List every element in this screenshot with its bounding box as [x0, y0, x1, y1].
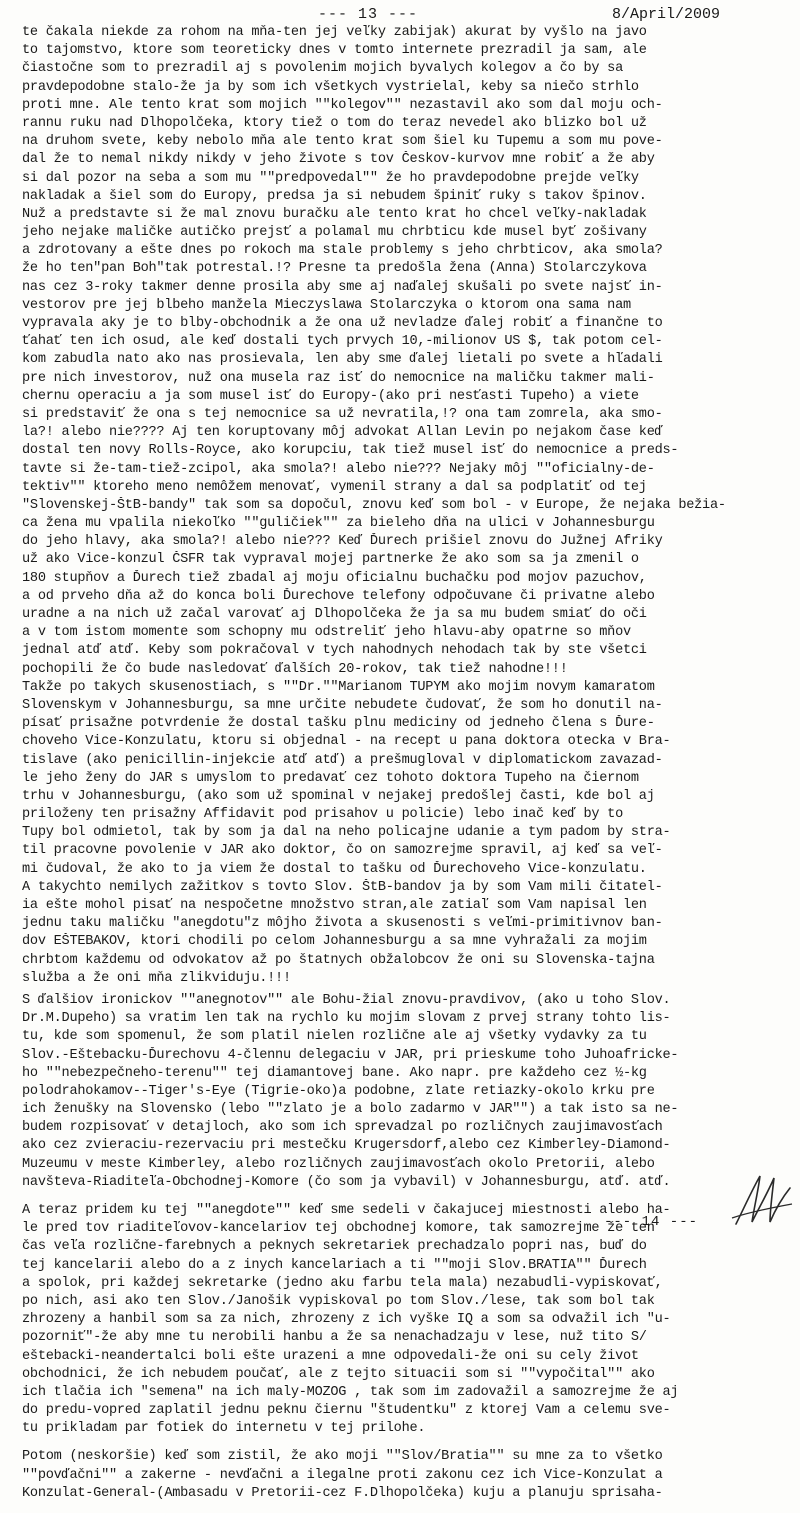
text-line: do jeho hlavy, aka smola?! alebo nie??? Keď Ďurech prišiel znovu do Južnej Afriky [22, 534, 663, 550]
text-line: jednal atď atď. Keby som pokračoval v tych nahodnych nehodach tak by ste všetci [22, 643, 647, 659]
text-line: a v tom istom momente som schopny mu odstreliť jeho hlavu-aby opatrne so mňov [22, 625, 631, 641]
paragraph [22, 24, 792, 988]
text-line: budem rozpisovať v detajloch, ako som ich sprevadzal po rozličnych zaujimavosťach [22, 1120, 663, 1136]
text-line: tej kancelarii alebo do a z inych kancelariach a ti ""moji Slov.BRATIA"" Ďurech [22, 1257, 647, 1273]
text-line: ho ""nebezpečneho-terenu"" tej diamantovej bane. Ako napr. pre každeho cez ½-kg [22, 1065, 647, 1081]
text-line: tislave (ako penicillin-injekcie atď atď) a prešmugloval v diplomatickom zavazad- [22, 752, 663, 768]
text-line: rannu ruku nad Dlhopolčeka, ktory tiež o tom do teraz nevedel ako blizko bol už [22, 115, 647, 131]
text-line: vypravala aky je to blby-obchodnik a že ona už nevladze ďalej robiť a finančne to [22, 316, 663, 331]
text-line: Takže po takych skusenostiach, s ""Dr.""Marianom TUPYM ako mojim novym kamaratom [22, 679, 655, 695]
text-line: tektiv"" ktoreho meno nemôžem menovať, vymenil strany a dal sa podplatiť od tej [22, 479, 647, 495]
paragraph [22, 992, 792, 1192]
text-line: to tajomstvo, ktore som teoreticky dnes v tomto internete prezradil ja sam, ale [22, 43, 647, 59]
text-line: čiastočne som to prezradil aj s povolenim mojich byvalych kolegov a čo by sa [22, 61, 623, 77]
page-number-top: --- 13 --- [318, 6, 419, 23]
text-line: "Slovenskej-ŠtB-bandy" tak som sa dopočul, znovu keď som bol - v Europe, že nejaka bežia- [22, 497, 726, 513]
text-line: tu, kde som spomenul, že som platil nielen rozlične ale aj všetky vydavky za tu [22, 1029, 647, 1045]
text-line: ca žena mu vpalila niekoľko ""guličiek"" za bieleho dňa na ulici v Johannesburgu [22, 516, 655, 532]
text-line: Muzeumu v meste Kimberley, alebo rozličnych zaujimavosťach okolo Pretorii, alebo [22, 1156, 655, 1172]
text-line: trhu v Johannesburgu, (ako som už spominal v nejakej predošlej časti, kde bol aj [22, 788, 655, 804]
handwritten-signature [730, 1168, 794, 1228]
document-date: 8/April/2009 [612, 6, 721, 23]
text-line: til pracovne povolenie v JAR ako doktor, čo on samozrejme spravil, aj keď sa veľ- [22, 843, 663, 859]
text-line: Nuž a predstavte si že mal znovu buračku ale tento krat ho chcel veľky-nakladak [22, 206, 647, 222]
text-line: Slov.-Eštebacku-Ďurechovu 4-člennu delegaciu v JAR, pri prieskume toho Juhoafricke- [22, 1047, 679, 1063]
text-line: a od prveho dňa až do konca boli Ďurechove telefony odpočuvane či privatne alebo [22, 588, 655, 604]
text-line: chrbtom každemu od odvokatov až po štatnych obžalobcov že oni su Slovenska-tajna [22, 952, 655, 968]
text-line: dov EŠTEBAKOV, ktori chodili po celom Johannesburgu a sa mne vyhražali za mojim [22, 934, 647, 950]
text-line: písať prisažne potvrdenie že dostal tašku plnu mediciny od jedneho člena s Ďure- [22, 716, 655, 732]
text-line: na druhom svete, keby nebolo mňa ale tento krat som šiel ku Tupemu a som mu pove- [22, 134, 663, 150]
text-line: ťahať ten ich osud, ale keď dostali tych prvych 10,-milionov US $, tak potom cel- [22, 334, 663, 350]
text-line: ako cez zvieraciu-rezervaciu pri mestečku Krugersdorf,alebo cez Kimberley-Diamond- [22, 1138, 671, 1154]
text-line: jeho nejake maličke autičko prejsť a polamal mu chrbticu kde musel byť zošivany [22, 225, 647, 241]
text-line: choveho Vice-Konzulatu, ktoru si objednal - na recept u pana doktora otecka v Bra- [22, 734, 671, 750]
text-line: že ho ten"pan Boh"tak potrestal.!? Presne ta predošla žena (Anna) Stolarczykova [22, 261, 647, 277]
text-line: ia ešte mohol pisať na nespočetne množstvo stran,ale zatiaľ som Vam napisal len [22, 898, 647, 913]
text-line: po nich, asi ako ten Slov./Janošik vypiskoval po tom Slov./lese, tak som bol tak [22, 1293, 655, 1309]
text-line: le jeho ženy do JAR s umyslom to predavať cez tohoto doktora Tupeho na čiernom [22, 770, 639, 786]
text-line: zhrozeny a hanbil som sa za nich, zhrozeny z ich vyške IQ a som sa odvažil ich "u- [22, 1312, 671, 1328]
text-line: A teraz pridem ku tej ""anegdote"" keď sme sedeli v čakajucej miestnosti alebo ha- [22, 1203, 671, 1218]
text-line: ich ženušky na Slovensko (lebo ""zlato je a bolo zadarmo v JAR"") a tak isto sa ne- [22, 1102, 679, 1118]
text-line: čas veľa rozlične-farebnych a peknych sekretariek prechadzalo popri nas, buď do [22, 1239, 647, 1255]
paragraph [22, 1448, 792, 1503]
text-line: 180 stupňov a Ďurech tiež zbadal aj moju oficialnu buchačku pod mojov pazuchov, [22, 570, 647, 586]
text-line: le pred tov riaditeľovov-kancelariov tej obchodnej komore, tak samozrejme že ten [22, 1221, 655, 1237]
text-line: polodrahokamov--Tiger's-Eye (Tigrie-oko)a podobne, zlate retiazky-okolo krku pre [22, 1083, 655, 1099]
page-header [0, 4, 800, 26]
text-line: nakladak a šiel som do Europy, predsa ja si nebudem špiniť ruky s takov špinov. [22, 188, 647, 204]
text-line: jednu taku maličku "anegdotu"z môjho života a skusenosti s veľmi-primitivnov ban- [22, 916, 663, 932]
text-line: si predstaviť že ona s tej nemocnice sa už nevratila,!? ona tam zomrela, aka smo- [22, 406, 663, 422]
text-line: kom zabudla nato ako nas prosievala, len aby sme ďalej lietali po svete a hľadali [22, 352, 663, 368]
text-line: proti mne. Ale tento krat som mojich ""kolegov"" nezastavil ako som dal moju och- [22, 97, 663, 113]
text-line: chernu operaciu a ja som musel isť do Europy-(ako pri nesťasti Tupeho) a viete [22, 388, 639, 404]
text-line: Konzulat-General-(Ambasadu v Pretorii-cez F.Dlhopolčeka) kuju a planuju sprisaha- [22, 1485, 663, 1501]
body-text [22, 24, 792, 1513]
text-line: mi čudoval, že ako to ja viem že dostal to tašku od Ďurechoveho Vice-konzulatu. [22, 861, 647, 877]
text-line: pozorniť"-že aby mne tu nerobili hanbu a že sa nenachadzaju v lese, nuž tito S/ [22, 1330, 647, 1346]
text-line: Slovenskym v Johannesburgu, sa mne určite nebudete čudovať, že som ho donutil na- [22, 697, 663, 713]
text-line: uradne a na nich už začal varovať aj Dlhopolčeka že ja sa mu budem smiať do oči [22, 607, 647, 622]
text-line: do predu-vopred zaplatil jednu peknu čiernu "študentku" z ktorej Vam a celemu sve- [22, 1403, 671, 1419]
text-line: vestorov pre jej blbeho manžela Mieczyslawa Stolarczyka o ktorom ona sama nam [22, 297, 631, 313]
text-line: pre nich investorov, nuž ona musela raz isť do nemocnice na maličku takmer mali- [22, 370, 655, 386]
text-line: la?! alebo nie???? Aj ten koruptovany môj advokat Allan Levin po nejakom čase keď [22, 425, 663, 441]
text-line: služba a že oni mňa zlikviduju.!!! [22, 970, 291, 986]
text-line: dostal ten novy Rolls-Royce, ako korupciu, tak tiež musel isť do nemocnice a preds- [22, 443, 679, 459]
text-line: si dal pozor na seba a som mu ""predpovedal"" že ho pravdepodobne prejde veľky [22, 170, 639, 186]
text-line: ""povďačni"" a zakerne - nevďačni a ilegalne proti zakonu cez ich Vice-Konzulat a [22, 1467, 663, 1483]
text-line: nas cez 3-roky takmer denne prosila aby sme aj naďalej skušali po svete najsť in- [22, 279, 663, 295]
text-line: a spolok, pri každej sekretarke (jedno aku farbu tela mala) nezabudli-vypiskovať, [22, 1275, 663, 1291]
text-line: Tupy bol odmietol, tak by som ja dal na neho policajne udanie a tym padom by stra- [22, 825, 671, 841]
text-line: už ako Vice-konzul ČSFR tak vypraval mojej partnerke že ako som sa ja zmenil o [22, 552, 639, 568]
text-line: ich tlačia ich "semena" na ich maly-MOZOG , tak som im zadovažil a samozrejme že aj [22, 1384, 679, 1400]
text-line: tavte si že-tam-tiež-zcipol, aka smola?! alebo nie??? Nejaky môj ""oficialny-de- [22, 461, 655, 477]
text-line: obchodnici, že ich nebudem poučať, ale z tejto situacii som si ""vypočital"" ako [22, 1366, 655, 1382]
text-line: te čakala niekde za rohom na mňa-ten jej veľky zabijak) akurat by vyšlo na javo [22, 25, 647, 40]
text-line: pravdepodobne stalo-že ja by som ich všetkych vystrielal, keby sa niečo strhlo [22, 79, 639, 95]
paragraph [22, 1202, 792, 1438]
text-line: Potom (neskoršie) keď som zistil, že ako moji ""Slov/Bratia"" su mne za to všetko [22, 1449, 663, 1465]
text-line: pochopili že čo bude nasledovať ďalších 20-rokov, tak tiež nahodne!!! [22, 661, 568, 677]
text-line: tu prikladam par fotiek do internetu v tej prilohe. [22, 1421, 426, 1437]
text-line: dal že to nemal nikdy nikdy v jeho živote s tov Českov-kurvov mne robiť a že aby [22, 152, 655, 168]
text-line: A takychto nemilych zažitkov s tovto Slov. ŠtB-bandov ja by som Vam mili čitatel- [22, 879, 663, 895]
text-line: navšteva-Riaditeľa-Obchodnej-Komore (čo som ja vybavil) v Johannesburgu, atď. atď. [22, 1174, 671, 1190]
text-line: priloženy ten prisažny Affidavit pod prisahov u policie) lebo inač keď by to [22, 807, 623, 823]
text-line: eštebacki-neandertalci boli ešte urazeni a mne odpovedali-že oni su cely život [22, 1348, 639, 1364]
text-line: S ďalšiov ironickov ""anegnotov"" ale Bohu-žial znovu-pravdivov, (ako u toho Slov. [22, 992, 671, 1008]
page-number-bottom: --- 14 --- [604, 1214, 699, 1230]
text-line: a zdrotovany a ešte dnes po rokoch ma stale problemy s jeho chrbticov, aka smola? [22, 243, 663, 259]
text-line: Dr.M.Dupeho) sa vratim len tak na rychlo ku mojim slovam z prvej strany tohto lis- [22, 1011, 671, 1027]
